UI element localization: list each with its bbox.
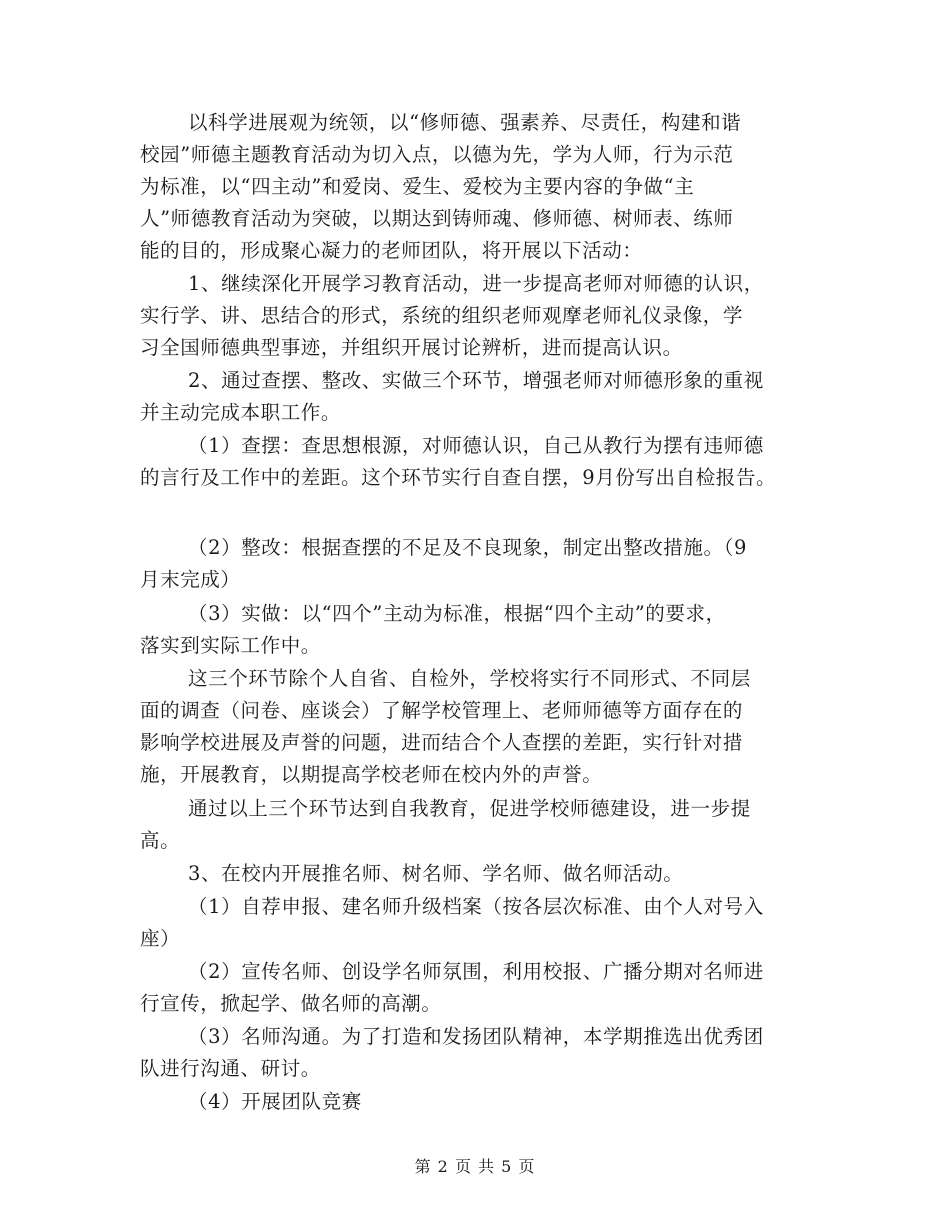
text-line: 人”师德教育活动为突破，以期达到铸师魂、修师德、树师表、练师 — [140, 207, 734, 230]
text-line: 这三个环节除个人自省、自检外，学校将实行不同形式、不同层 — [188, 667, 751, 690]
text-line: 1、继续深化开展学习教育活动，进一步提高老师对师德的认识， — [188, 272, 764, 295]
paragraph-sub-3-3 — [140, 1021, 820, 1085]
paragraph-intro — [140, 107, 820, 267]
paragraph-sub-2 — [140, 532, 820, 596]
text-line: （3）实做：以“四个”主动为标准，根据“四个主动”的要求， — [188, 602, 726, 625]
text-line: 高。 — [140, 829, 181, 852]
text-line: 座） — [140, 927, 181, 950]
paragraph-item-1 — [140, 268, 820, 364]
text-line: （1）查摆：查思想根源，对师德认识，自己从教行为摆有违师德 — [188, 434, 764, 457]
text-line: （4）开展团队竞赛 — [188, 1090, 362, 1113]
text-line: 月末完成） — [140, 568, 241, 591]
paragraph-sub-1 — [140, 430, 820, 494]
paragraph-three-links — [140, 663, 820, 791]
text-line: 能的目的，形成聚心凝力的老师团队，将开展以下活动： — [140, 239, 643, 262]
text-line: 行宣传，掀起学、做名师的高潮。 — [140, 992, 442, 1015]
text-line: 校园”师德主题教育活动为切入点，以德为先，学为人师，行为示范 — [140, 143, 734, 166]
text-line: 落实到实际工作中。 — [140, 634, 321, 657]
text-line: 以科学进展观为统领，以“修师德、强素养、尽责任，构建和谐 — [188, 111, 742, 134]
page-number-footer: 第 2 页 共 5 页 — [414, 1157, 536, 1176]
paragraph-item-2 — [140, 365, 820, 429]
paragraph-sub-3 — [140, 598, 820, 662]
text-line: （3）名师沟通。为了打造和发扬团队精神，本学期推选出优秀团 — [188, 1025, 764, 1048]
text-line: 施，开展教育，以期提高学校老师在校内外的声誉。 — [140, 763, 603, 786]
text-line: 面的调查（问卷、座谈会）了解学校管理上、老师师德等方面存在的 — [140, 699, 744, 722]
text-line: （2）宣传名师、创设学名师氛围，利用校报、广播分期对名师进 — [188, 960, 764, 983]
paragraph-sub-3-1 — [140, 891, 820, 955]
text-line: 队进行沟通、研讨。 — [140, 1057, 321, 1080]
text-line: 的言行及工作中的差距。这个环节实行自查自摆，9月份写出自检报告。 — [140, 466, 777, 489]
text-line: （1）自荐申报、建名师升级档案（按各层次标准、由个人对号入 — [188, 895, 764, 918]
paragraph-sub-3-2 — [140, 956, 820, 1020]
text-line: 2、通过查摆、整改、实做三个环节，增强老师对师德形象的重视 — [188, 369, 764, 392]
text-line: 影响学校进展及声誉的问题，进而结合个人查摆的差距，实行针对措 — [140, 731, 744, 754]
paragraph-sub-3-4 — [140, 1086, 820, 1118]
text-line: 3、在校内开展推名师、树名师、学名师、做名师活动。 — [188, 862, 684, 885]
text-line: 并主动完成本职工作。 — [140, 401, 342, 424]
text-line: 习全国师德典型事迹，并组织开展讨论辨析，进而提高认识。 — [140, 336, 683, 359]
paragraph-item-3 — [140, 858, 820, 890]
text-line: 通过以上三个环节达到自我教育，促进学校师德建设，进一步提 — [188, 797, 751, 820]
text-line: 实行学、讲、思结合的形式，系统的组织老师观摩老师礼仪录像，学 — [140, 304, 744, 327]
text-line: （2）整改：根据查摆的不足及不良现象，制定出整改措施。（9 — [188, 536, 747, 559]
text-line: 为标准，以“四主动”和爱岗、爱生、爱校为主要内容的争做“主 — [140, 175, 695, 198]
paragraph-summary — [140, 793, 820, 857]
